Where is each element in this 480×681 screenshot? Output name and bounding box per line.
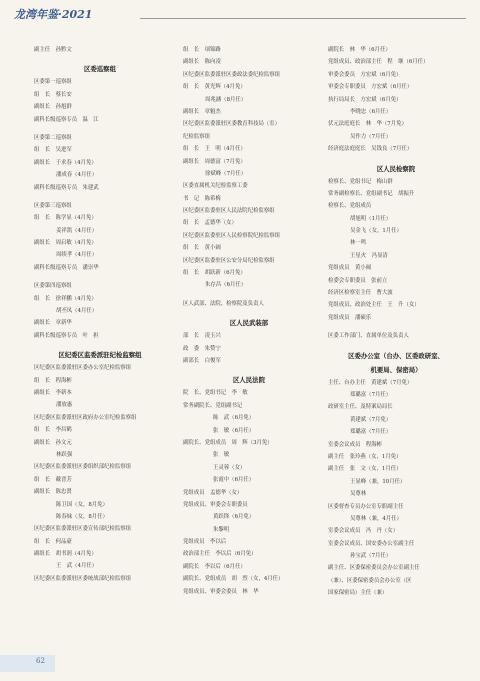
roster-line: 副院长 林 华（6月任） <box>328 47 391 53</box>
roster-line: 党组成员、政治处主任 王 升（女） <box>328 302 420 309</box>
header-rule <box>140 18 466 19</box>
roster-line: 室委会议成员、国安委办公室副主任 <box>328 540 415 547</box>
roster-line: 李晓忠（6月任） <box>350 108 392 115</box>
roster-line: 区委第三巡察组 <box>34 202 72 209</box>
roster-line: 副院长 李以后（6月任） <box>183 563 246 570</box>
roster-line: 政研室主任、及特案局局长 <box>328 404 393 411</box>
roster-line: 区纪委区监委派驻区委宣传部纪检监察组 <box>34 526 132 533</box>
roster-line: 郑璐富（7月任） <box>350 391 392 398</box>
roster-line: 陈春妹（女，8月任） <box>56 513 108 520</box>
roster-line: 副组长 孙旭群 <box>34 104 72 111</box>
roster-line: 陈卫国（女，8月免） <box>56 501 108 508</box>
roster-line: 区纪委区监委派驻区委统战部纪检监察组 <box>34 575 132 582</box>
roster-line: 周兆涵（8月任） <box>205 96 247 103</box>
roster-line: 徐斌峰（7月任） <box>205 170 247 177</box>
roster-line: 胡丕凤（4月任） <box>56 308 98 315</box>
roster-line: 党组成员、审委会委员 林 华 <box>183 588 259 595</box>
roster-line: 组 长 李昌鹤 <box>34 427 72 434</box>
roster-line: 陈 武（6月免） <box>213 415 255 422</box>
roster-line: 吴金飞（女，1月任） <box>350 228 402 235</box>
roster-line: 副院长、党组成员 周 辉（3月免） <box>183 439 273 446</box>
roster-line: 组 长 王 明（4月任） <box>183 146 246 153</box>
section-heading: 区委办公室（台办、区委政研室、 <box>348 351 444 360</box>
roster-line: 副组长 李新本 <box>34 389 72 396</box>
roster-line: 吴尊林 <box>350 491 367 498</box>
roster-line: 黄建斌（7月免） <box>350 416 392 423</box>
roster-line: 党组成员 潘硕乐 <box>328 314 372 321</box>
roster-line: 副组长 孙文元 <box>34 439 72 446</box>
roster-line: 区纪委区监委派驻区委组织部纪检监察组 <box>34 464 132 471</box>
roster-line: 组 长 黄小阔 <box>183 245 221 252</box>
roster-line: 郑璐富（7月任） <box>350 429 392 436</box>
roster-line: 党组成员 黄小阔 <box>328 265 372 272</box>
roster-line: 组 长 吴进军 <box>34 147 72 154</box>
roster-line: 区委第一巡察组 <box>34 79 72 86</box>
roster-line: 主任、台办主任 黄建斌（7月免） <box>328 379 413 386</box>
roster-line: 张 敏 <box>213 452 230 459</box>
roster-line: 政治部主任 李以后（6月免） <box>183 551 257 558</box>
roster-line: 副科长级巡察专员 朱建武 <box>34 184 99 191</box>
roster-line: 张 敏（6月任） <box>213 427 255 434</box>
roster-line: 副组长 周启敏（4月免） <box>34 240 97 247</box>
section-heading: 机要局、保密局） <box>370 365 422 374</box>
roster-line: 周续孝（4月任） <box>56 252 98 259</box>
roster-line: 区委工作部门、直属单位及负责人 <box>328 333 409 340</box>
roster-line: 室委会议成员 程海彬 <box>328 441 382 448</box>
roster-line: 组 长 陈学显（4月免） <box>34 215 97 222</box>
roster-line: 书 记 陈希梅 <box>183 195 221 202</box>
section-heading: 区人民法院 <box>233 376 265 385</box>
roster-line: 组 长 蔡长安 <box>34 91 72 98</box>
roster-line: 执行局局长 方宏斌（6月免） <box>328 96 402 103</box>
roster-line: 副组长 于求春（4月免） <box>34 159 97 166</box>
roster-line: 室委会议成员 冯 丹（女） <box>328 528 399 535</box>
roster-line: 副组长 陈向凌 <box>183 59 221 66</box>
roster-line: 胡旭明（1月任） <box>350 215 392 222</box>
roster-line: 黄跃锋（6月免） <box>213 514 255 521</box>
roster-line: 组 长 徐祥鹏（4月免） <box>34 295 97 302</box>
roster-line: 副主任 孙黔文 <box>34 47 72 53</box>
roster-line: 王显峰（兼，10月任） <box>350 478 406 485</box>
roster-line: 党组成员、政治部主任 程 继（6月任） <box>328 59 429 66</box>
roster-line: 姜祥凯（4月任） <box>56 227 98 234</box>
roster-line: 常务副院长、党组副书记 <box>183 402 243 409</box>
roster-line: 组 长 黄光辉（4月免） <box>183 84 246 91</box>
roster-line: 审委会委员 方宏斌（6月免） <box>328 71 402 78</box>
roster-line: 潘成春（4月任） <box>56 172 98 179</box>
roster-line: 伏元法庭庭长 林 华（7月免） <box>328 121 407 128</box>
section-heading: 区纪委区监委派驻纪检监察组 <box>58 351 142 360</box>
roster-line: 区委第四巡察组 <box>34 283 72 290</box>
roster-line: 张霞中（6月任） <box>213 477 255 484</box>
roster-line: 朱黎明 <box>213 526 230 533</box>
roster-line: 林跃强 <box>56 451 73 458</box>
running-header <box>14 6 466 28</box>
roster-line: 区委第二巡察组 <box>34 134 72 141</box>
roster-line: 王星火 冯显清 <box>350 252 388 259</box>
roster-line: 部 长 凌玉兴 <box>183 333 221 340</box>
section-heading: 区委巡察组 <box>84 65 116 74</box>
roster-line: 王 武（4月任） <box>56 563 98 570</box>
roster-line: （兼）、区委保密委员会办公室（区 <box>328 577 412 584</box>
page-number: 62 <box>36 657 45 665</box>
roster-line: 院 长、党组书记 李 敏 <box>183 390 248 397</box>
roster-line: 区纪委区监委派驻区政府办公室纪检监察组 <box>34 414 137 421</box>
roster-line: 区纪委区监委驻区人民法院纪检监察组 <box>183 208 275 215</box>
roster-line: 党组成员 孟德华（女） <box>183 489 243 496</box>
roster-line: 副组长 章魁杰 <box>183 108 221 115</box>
roster-line: 王灵蓉（女） <box>213 464 246 471</box>
roster-line: 副组长 章新华 <box>34 320 72 327</box>
roster-line: 区委督查专员办公室专职副主任 <box>328 503 404 510</box>
roster-line: 副组长 周德富（7月免） <box>183 158 246 165</box>
roster-line: 副院长、党组成员 胡 烈（女，4月任） <box>183 576 284 583</box>
roster-line: 副科长级巡察专员 潘崇华 <box>34 264 99 271</box>
section-heading: 区人民武装部 <box>229 319 269 328</box>
roster-line: 区纪委区监委派驻区委办公室纪检监察组 <box>34 365 132 372</box>
footer-bar <box>0 655 55 672</box>
roster-line: 组 长 胡跃新（6月免） <box>183 270 246 277</box>
section-heading: 区人民检察院 <box>376 164 416 173</box>
roster-line: 区人武部、法院、检察院及负责人 <box>183 300 264 307</box>
roster-line: 副主任 张 文（女，1月任） <box>328 466 402 473</box>
roster-line: 组 长 何品豪 <box>34 538 72 545</box>
roster-line: 副科长级巡察专员 叶 担 <box>34 332 99 339</box>
roster-line: 区纪委区监委派驻区委政法委纪检监察组 <box>183 71 281 78</box>
roster-line: 组 长 项锦路 <box>183 47 221 53</box>
roster-line: 检委会专职委员 张前立 <box>328 277 388 284</box>
roster-line: 吴作力（7月任） <box>350 133 392 140</box>
roster-line: 副主任、区委保密委员会办公室副主任 <box>328 565 420 572</box>
roster-line: 朱存昌（6月任） <box>205 282 247 289</box>
roster-line: 孙宝武（7月任） <box>350 553 392 560</box>
roster-line: 副科长级巡察专员 温 江 <box>34 116 99 123</box>
roster-line: 常务副检察长、党组副书记 胡振升 <box>328 190 415 197</box>
roster-line: 党组成员、审委会专职委员 <box>183 501 248 508</box>
roster-line: 审委会专职委员 方宏斌（6月任） <box>328 84 413 91</box>
roster-line: 副组长 陈忠贤 <box>34 489 72 496</box>
roster-line: 副部长 白俊军 <box>183 357 221 364</box>
roster-line: 经济庭法庭庭长 吴钱良（7月任） <box>328 146 413 153</box>
roster-line: 林一鸣 <box>350 240 367 247</box>
roster-line: 区纪委区监委驻区公安分局纪检监察组 <box>183 257 275 264</box>
roster-line: 组 长 戴晋芳 <box>34 476 72 483</box>
roster-line: 组 长 孟德华（女） <box>183 220 237 227</box>
roster-line: 经济区检察室主任 曹大波 <box>328 290 393 297</box>
roster-line: 副主任 张玲燕（女，1月免） <box>328 453 402 460</box>
roster-line: 区纪委区监委派驻区委教育科技局（室） <box>183 121 281 128</box>
column-left <box>34 44 166 644</box>
roster-line: 组 长 程海彬 <box>34 377 72 384</box>
column-right <box>328 44 464 644</box>
roster-line: 政 委 朱赞宁 <box>183 345 221 352</box>
roster-line: 吴尊林（兼，4月任） <box>350 515 402 522</box>
roster-line: 区纪委区监委驻区人民检察院纪检监察组 <box>183 232 281 239</box>
roster-line: 检察长、党组书记 梅山群 <box>328 178 393 185</box>
roster-line: 纪检监察组 <box>183 133 210 140</box>
roster-line: 国家保密局）主任（兼） <box>328 590 388 597</box>
roster-line: 副组长 胡书润（4月免） <box>34 551 97 558</box>
roster-line: 党组成员 李以后 <box>183 539 227 546</box>
roster-line: 检察长、党组成员 <box>328 203 372 210</box>
column-middle <box>183 44 315 644</box>
roster-line: 区委直属机关纪检监察工委 <box>183 183 248 190</box>
roster-line: 潘放惠 <box>56 402 73 409</box>
yearbook-title: 龙湾年鉴·2021 <box>14 8 93 21</box>
